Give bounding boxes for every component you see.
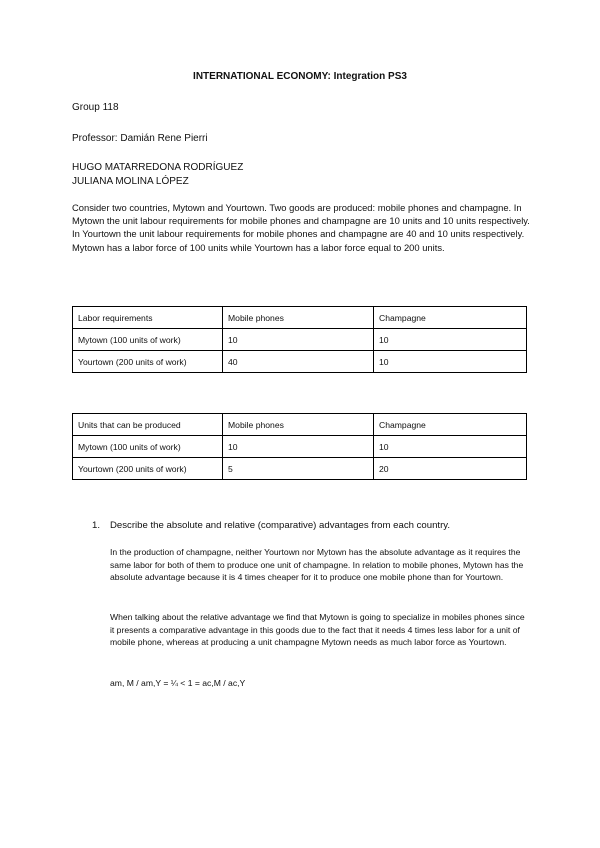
table-row bbox=[73, 329, 527, 351]
table-cell: Yourtown (200 units of work) bbox=[73, 351, 223, 373]
advantage-formula: am, M / am,Y = ¼ < 1 = ac,M / ac,Y bbox=[110, 678, 246, 688]
table-header-cell: Units that can be produced bbox=[73, 414, 223, 436]
document-title: INTERNATIONAL ECONOMY: Integration PS3 bbox=[193, 71, 407, 82]
table-cell: 10 bbox=[374, 436, 527, 458]
table-cell: 10 bbox=[374, 329, 527, 351]
table-cell: 5 bbox=[223, 458, 374, 480]
table-header-row bbox=[73, 414, 527, 436]
table-row bbox=[73, 436, 527, 458]
table-row bbox=[73, 351, 527, 373]
question-text: Describe the absolute and relative (comparative) advantages from each country. bbox=[110, 520, 451, 531]
question-number: 1. bbox=[92, 520, 101, 531]
table-cell: 10 bbox=[223, 329, 374, 351]
table-cell: 20 bbox=[374, 458, 527, 480]
answer-absolute-advantage: In the production of champagne, neither Yourtown nor Mytown has the absolute advantage as it requires the same labor for both of them to produce one unit of champagne. In relation to mobile phones, Mytown has the absolute advantage because it is 4 times cheaper for it to produce one mobile phone than for Yourtown. bbox=[110, 547, 524, 583]
table-cell: 10 bbox=[374, 351, 527, 373]
table-header-row bbox=[73, 307, 527, 329]
table-cell: Yourtown (200 units of work) bbox=[73, 458, 223, 480]
table-cell: Mytown (100 units of work) bbox=[73, 329, 223, 351]
author-name: HUGO MATARREDONA RODRÍGUEZ bbox=[72, 162, 244, 173]
table-cell: 10 bbox=[223, 436, 374, 458]
table-header-cell: Mobile phones bbox=[223, 414, 374, 436]
answer-relative-advantage: When talking about the relative advantage we find that Mytown is going to specialize in mobiles phones since it presents a comparative advantage in this goods due to the fact that it needs 4 times less labor for a unit of mobile phone, whereas at producing a unit champagne Mytown needs as much labor force as Yourtown. bbox=[110, 612, 525, 648]
units-produced-table bbox=[72, 413, 527, 480]
table-cell: 40 bbox=[223, 351, 374, 373]
group-number: Group 118 bbox=[72, 102, 119, 113]
professor-name: Professor: Damián Rene Pierri bbox=[72, 133, 208, 144]
labor-requirements-table bbox=[72, 306, 527, 373]
table-cell: Mytown (100 units of work) bbox=[73, 436, 223, 458]
author-name: JULIANA MOLINA LÓPEZ bbox=[72, 176, 189, 187]
table-header-cell: Champagne bbox=[374, 414, 527, 436]
intro-paragraph: Consider two countries, Mytown and Yourtown. Two goods are produced: mobile phones and champagne. In Mytown the unit labour requirements for mobile phones and champagne are 10 units and 10 units respectively. In Yourtown the unit labour requirements for mobile phones and champagne are 40 and 10 units respectively. Mytown has a labor force of 100 units while Yourtown has a labor force equal to 200 units. bbox=[72, 202, 530, 253]
table-header-cell: Mobile phones bbox=[223, 307, 374, 329]
table-row bbox=[73, 458, 527, 480]
table-header-cell: Champagne bbox=[374, 307, 527, 329]
table-header-cell: Labor requirements bbox=[73, 307, 223, 329]
